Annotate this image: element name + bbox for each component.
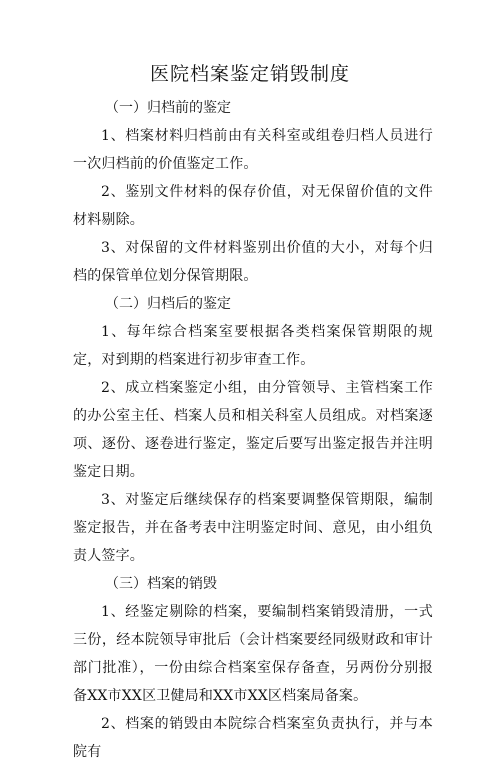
paragraph: 1、每年综合档案室要根据各类档案保管期限的规定，对到期的档案进行初步审查工作。 <box>73 324 433 368</box>
paragraph: 2、档案的销毁由本院综合档案室负责执行，并与本院有 <box>73 716 433 760</box>
section-heading: （三）档案的销毁 <box>105 576 217 592</box>
section-heading: （二）归档后的鉴定 <box>105 296 231 312</box>
paragraph: 2、鉴别文件材料的保存价值，对无保留价值的文件材料剔除。 <box>73 184 433 228</box>
document-body <box>73 94 433 766</box>
document-title: 医院档案鉴定销毁制度 <box>149 63 350 85</box>
paragraph: 3、对鉴定后继续保存的档案要调整保管期限，编制鉴定报告，并在备考表中注明鉴定时间、意见，由小组负责人签字。 <box>73 492 433 564</box>
paragraph: 3、对保留的文件材料鉴别出价值的大小，对每个归档的保管单位划分保管期限。 <box>73 240 433 284</box>
paragraph: 2、成立档案鉴定小组，由分管领导、主管档案工作的办公室主任、档案人员和相关科室人员组成。对档案逐项、逐份、逐卷进行鉴定，鉴定后要写出鉴定报告并注明鉴定日期。 <box>73 380 433 480</box>
section-heading: （一）归档前的鉴定 <box>105 100 231 116</box>
paragraph: 1、经鉴定剔除的档案，要编制档案销毁清册，一式三份，经本院领导审批后（会计档案要经同级财政和审计部门批准），一份由综合档案室保存备查，另两份分别报备XX市XX区卫健局和XX市XX区档案局备案。 <box>73 604 433 704</box>
paragraph: 1、档案材料归档前由有关科室或组卷归档人员进行一次归档前的价值鉴定工作。 <box>73 128 433 172</box>
